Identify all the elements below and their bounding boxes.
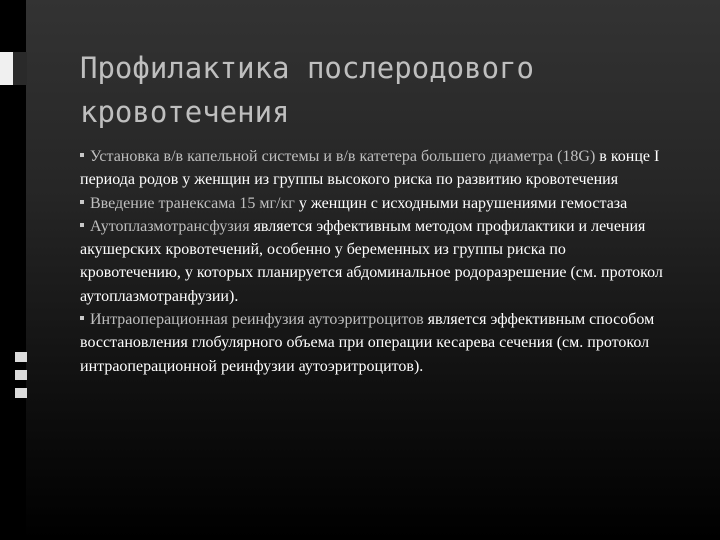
- accent-mark: [15, 352, 27, 362]
- bullet-item: [80, 215, 670, 308]
- slide-title: Профилактика послеродового кровотечения: [80, 51, 534, 129]
- bullet-icon: [80, 153, 84, 157]
- bullet-icon: [80, 200, 84, 204]
- bullet-icon: [80, 223, 84, 227]
- bullet-highlight: Аутоплазмотрансфузия: [90, 217, 250, 235]
- bullet-item: [80, 192, 670, 215]
- bullet-item: [80, 308, 670, 378]
- bullet-text: является эффективным методом профилактики и лечения акушерских кровотечений, особенно у беременных из группы риска по кровотечению, у которых планируется абдоминальное родоразрешение (см. протокол аутоплазмотранфузии).: [80, 217, 663, 305]
- bullet-list: [80, 145, 670, 378]
- bullet-text: в конце I периода родов у женщин из группы высокого риска по развитию кровотечения: [80, 148, 660, 189]
- accent-bar-shadow: [13, 52, 27, 85]
- bullet-text: является эффективным способом восстановления глобулярного объема при операции кесарева сечения (см. протокол интраоперационной реинфузии аутоэритроцитов).: [80, 311, 655, 375]
- bullet-text: у женщин с исходными нарушениями гемостаза: [294, 194, 628, 212]
- bullet-highlight: Установка в/в капельной системы и в/в катетера большего диаметра (18G): [90, 148, 596, 165]
- bullet-icon: [80, 316, 84, 320]
- bullet-item: [80, 145, 670, 192]
- accent-mark: [15, 370, 27, 380]
- bullet-highlight: Интраоперационная реинфузия аутоэритроцитов: [90, 311, 424, 329]
- bullet-highlight: Введение транексама 15 мг/кг: [90, 194, 295, 212]
- accent-mark: [15, 388, 27, 398]
